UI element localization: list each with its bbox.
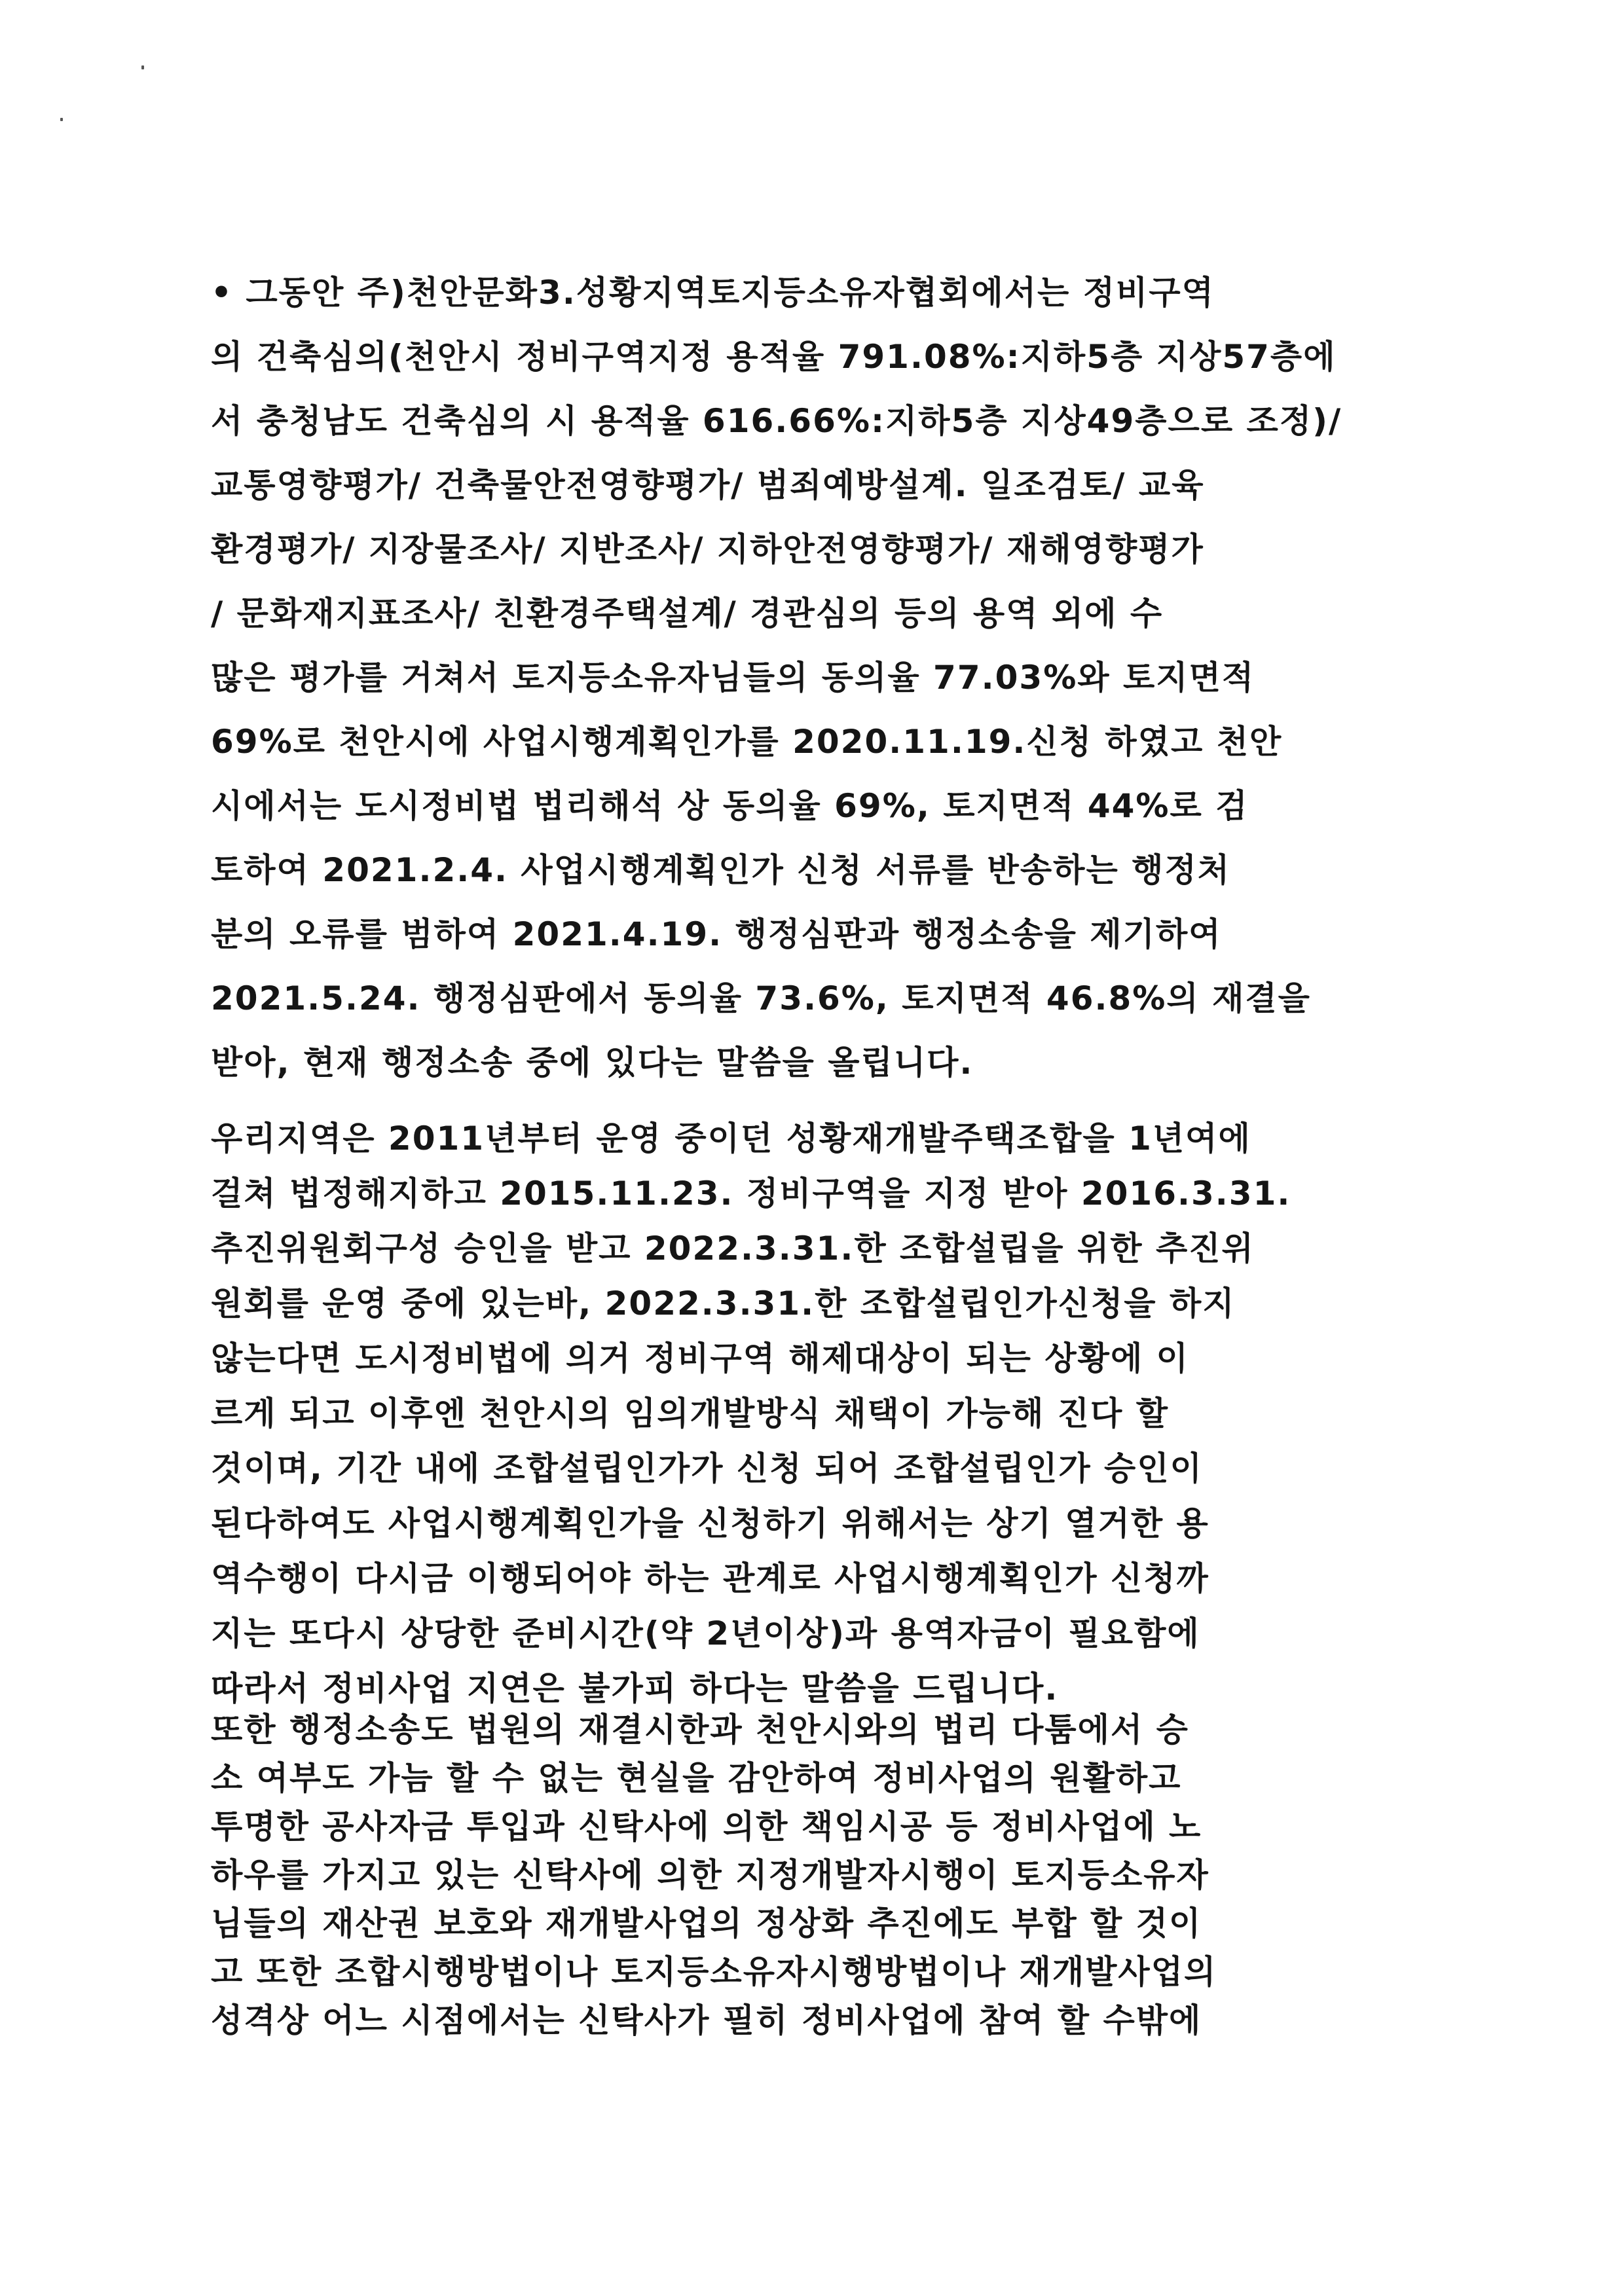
paragraph-regional-status <box>211 1111 1429 1716</box>
text-line: 원회를 운영 중에 있는바, 2022.3.31.한 조합설립인가신청을 하지 <box>211 1285 1236 1322</box>
text-line: 것이며, 기간 내에 조합설립인가가 신청 되어 조합설립인가 승인이 <box>211 1449 1203 1487</box>
text-line: 많은 평가를 거쳐서 토지등소유자님들의 동의율 77.03%와 토지면적 <box>211 659 1255 697</box>
text-line: 우리지역은 2011년부터 운영 중이던 성황재개발주택조합을 1년여에 <box>211 1120 1251 1157</box>
scan-speck <box>60 118 63 121</box>
text-line: 역수행이 다시금 이행되어야 하는 관계로 사업시행계획인가 신청까 <box>211 1559 1209 1597</box>
text-line: 의 건축심의(천안시 정비구역지정 용적율 791.08%:지하5층 지상57층에 <box>211 338 1337 376</box>
text-line: 환경평가/ 지장물조사/ 지반조사/ 지하안전영향평가/ 재해영향평가 <box>211 530 1204 568</box>
text-line: 서 충청남도 건축심의 시 용적율 616.66%:지하5층 지상49층으로 조정)/ <box>211 402 1342 440</box>
text-line: • 그동안 주)천안문화3.성황지역토지등소유자협회에서는 정비구역 <box>211 274 1215 312</box>
text-line: 않는다면 도시정비법에 의거 정비구역 해제대상이 되는 상황에 이 <box>211 1339 1189 1377</box>
text-line: 받아, 현재 행정소송 중에 있다는 말씀을 올립니다. <box>211 1044 974 1082</box>
paragraph-background-and-lawsuit <box>211 261 1429 1095</box>
text-line: 따라서 정비사업 지연은 불가피 하다는 말씀을 드립니다. <box>211 1669 1059 1707</box>
text-line: 하우를 가지고 있는 신탁사에 의한 지정개발자시행이 토지등소유자 <box>211 1856 1209 1894</box>
text-line: 고 또한 조합시행방법이나 토지등소유자시행방법이나 재개발사업의 <box>211 1953 1217 1991</box>
text-line: 분의 오류를 범하여 2021.4.19. 행정심판과 행정소송을 제기하여 <box>211 915 1222 953</box>
text-line: 시에서는 도시정비법 법리해석 상 동의율 69%, 토지면적 44%로 검 <box>211 787 1249 825</box>
text-line: 걸쳐 법정해지하고 2015.11.23. 정비구역을 지정 받아 2016.3.31. <box>211 1175 1291 1212</box>
text-line: 2021.5.24. 행정심판에서 동의율 73.6%, 토지면적 46.8%의 재결을 <box>211 979 1311 1017</box>
text-line: 투명한 공사자금 투입과 신탁사에 의한 책임시공 등 정비사업에 노 <box>211 1808 1202 1846</box>
text-line: 소 여부도 가늠 할 수 없는 현실을 감안하여 정비사업의 원활하고 <box>211 1759 1182 1797</box>
text-line: / 문화재지표조사/ 친환경주택설계/ 경관심의 등의 용역 외에 수 <box>211 594 1164 632</box>
text-line: 된다하여도 사업시행계획인가을 신청하기 위해서는 상기 열거한 용 <box>211 1504 1209 1542</box>
text-line: 교통영향평가/ 건축물안전영향평가/ 범죄예방설계. 일조검토/ 교육 <box>211 466 1205 504</box>
text-line: 69%로 천안시에 사업시행계획인가를 2020.11.19.신청 하였고 천안 <box>211 723 1283 761</box>
text-line: 성격상 어느 시점에서는 신탁사가 필히 정비사업에 참여 할 수밖에 <box>211 2001 1202 2039</box>
text-line: 추진위원회구성 승인을 받고 2022.3.31.한 조합설립을 위한 추진위 <box>211 1230 1255 1267</box>
text-line: 또한 행정소송도 법원의 재결시한과 천안시와의 법리 다툼에서 승 <box>211 1711 1189 1749</box>
scan-speck <box>141 65 144 69</box>
text-line: 르게 되고 이후엔 천안시의 임의개발방식 채택이 가능해 진다 할 <box>211 1394 1170 1432</box>
paragraph-trust-developer <box>211 1705 1429 2045</box>
text-line: 지는 또다시 상당한 준비시간(약 2년이상)과 용역자금이 필요함에 <box>211 1614 1200 1652</box>
text-line: 토하여 2021.2.4. 사업시행계획인가 신청 서류를 반송하는 행정처 <box>211 851 1231 889</box>
text-line: 님들의 재산권 보호와 재개발사업의 정상화 추진에도 부합 할 것이 <box>211 1904 1202 1942</box>
